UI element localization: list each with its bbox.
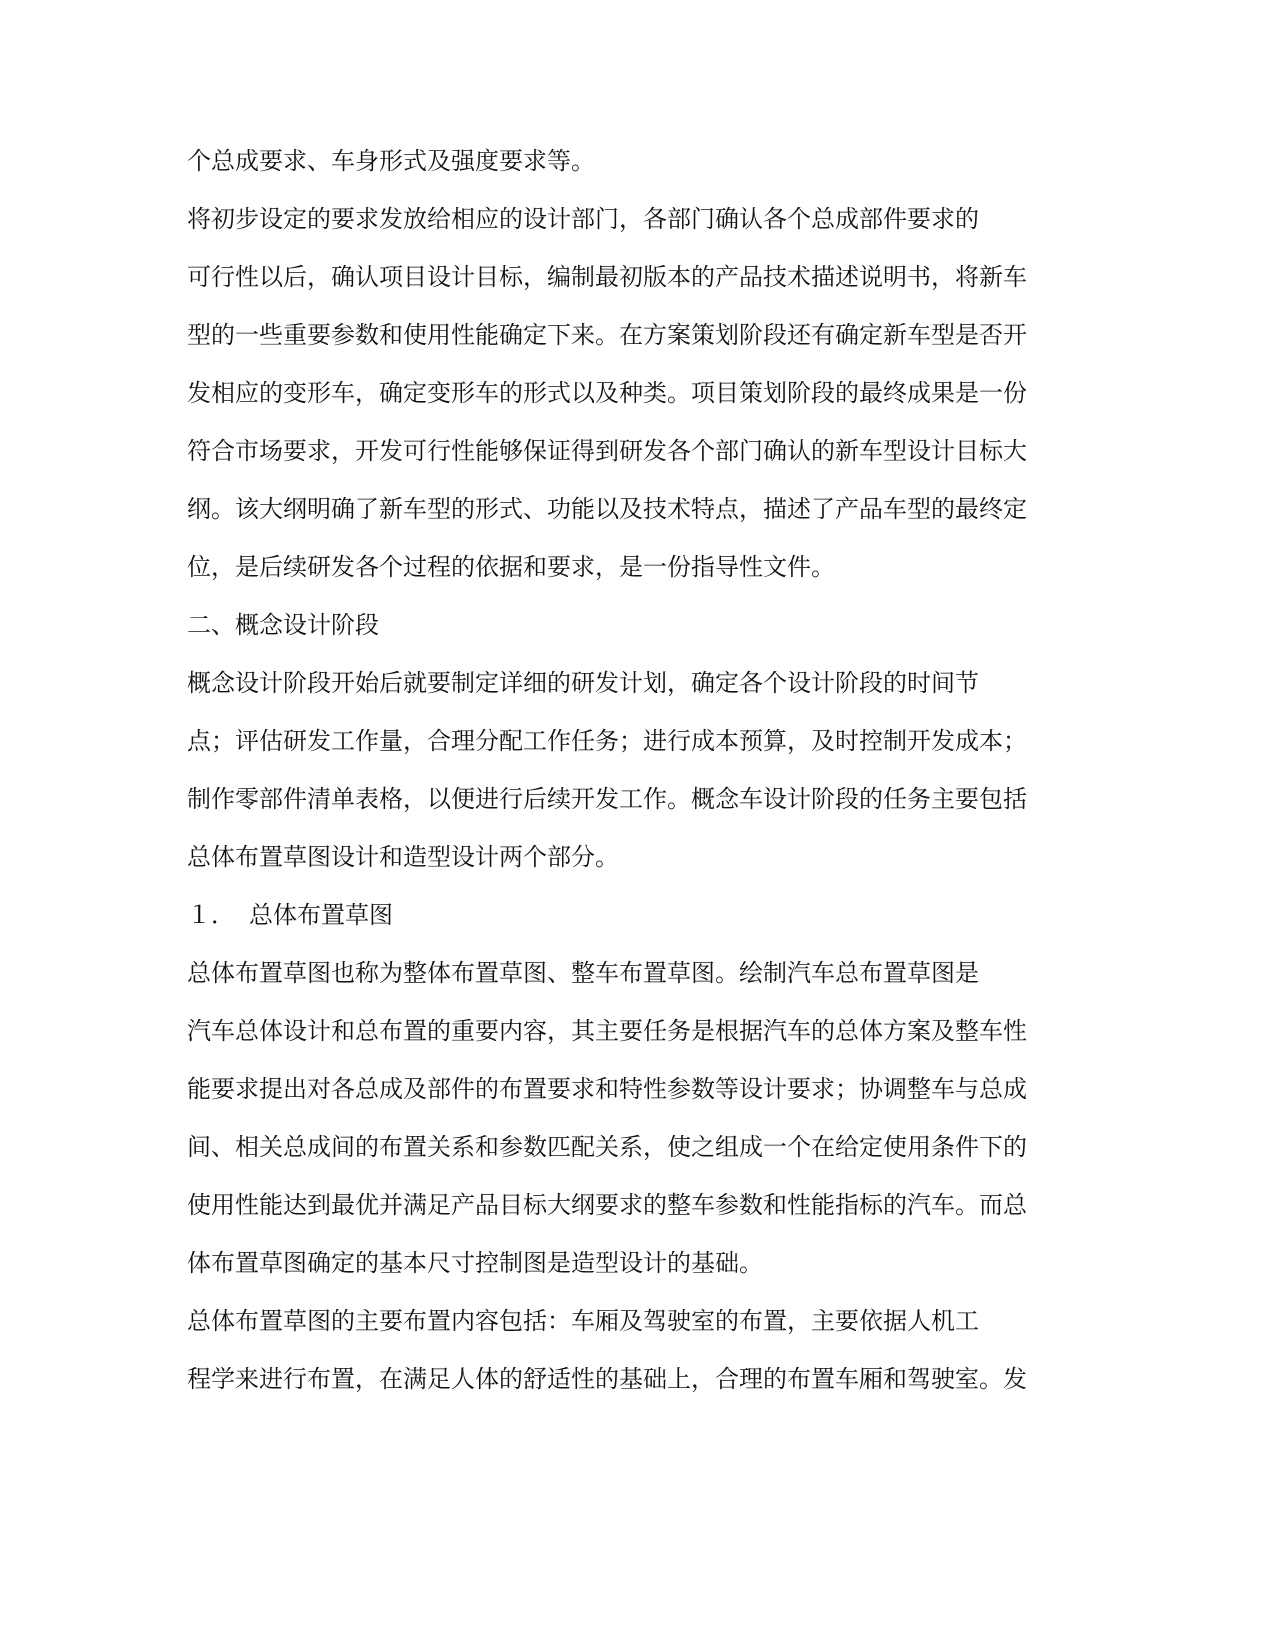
text-line: 体布置草图确定的基本尺寸控制图是造型设计的基础。 [187, 1249, 763, 1277]
text-line: 个总成要求、车身形式及强度要求等。 [187, 147, 595, 175]
text-line: 总体布置草图也称为整体布置草图、整车布置草图。绘制汽车总布置草图是 [187, 959, 979, 987]
text-line: 位，是后续研发各个过程的依据和要求，是一份指导性文件。 [187, 553, 835, 581]
text-line: 汽车总体设计和总布置的重要内容，其主要任务是根据汽车的总体方案及整车性 [187, 1017, 1027, 1045]
text-line: 制作零部件清单表格，以便进行后续开发工作。概念车设计阶段的任务主要包括 [187, 785, 1027, 813]
text-line: 能要求提出对各总成及部件的布置要求和特性参数等设计要求；协调整车与总成 [187, 1075, 1027, 1103]
text-line: 间、相关总成间的布置关系和参数匹配关系，使之组成一个在给定使用条件下的 [187, 1133, 1027, 1161]
text-line: 型的一些重要参数和使用性能确定下来。在方案策划阶段还有确定新车型是否开 [187, 321, 1027, 349]
text-line: 点；评估研发工作量，合理分配工作任务；进行成本预算，及时控制开发成本； [187, 727, 1027, 755]
text-line: 使用性能达到最优并满足产品目标大纲要求的整车参数和性能指标的汽车。而总 [187, 1191, 1027, 1219]
subsection-heading [187, 900, 393, 930]
text-line: 可行性以后，确认项目设计目标，编制最初版本的产品技术描述说明书，将新车 [187, 263, 1027, 291]
text-line: 纲。该大纲明确了新车型的形式、功能以及技术特点，描述了产品车型的最终定 [187, 495, 1027, 523]
text-line: 将初步设定的要求发放给相应的设计部门，各部门确认各个总成部件要求的 [187, 205, 979, 233]
text-line: 概念设计阶段开始后就要制定详细的研发计划，确定各个设计阶段的时间节 [187, 669, 979, 697]
subsection-title: 总体布置草图 [249, 901, 393, 929]
text-line: 符合市场要求，开发可行性能够保证得到研发各个部门确认的新车型设计目标大 [187, 437, 1027, 465]
text-line: 程学来进行布置，在满足人体的舒适性的基础上，合理的布置车厢和驾驶室。发 [187, 1365, 1027, 1393]
section-heading: 二、概念设计阶段 [187, 611, 379, 639]
subsection-number: １． [187, 901, 235, 929]
text-line: 发相应的变形车，确定变形车的形式以及种类。项目策划阶段的最终成果是一份 [187, 379, 1027, 407]
text-line: 总体布置草图设计和造型设计两个部分。 [187, 843, 619, 871]
text-line: 总体布置草图的主要布置内容包括：车厢及驾驶室的布置，主要依据人机工 [187, 1307, 979, 1335]
